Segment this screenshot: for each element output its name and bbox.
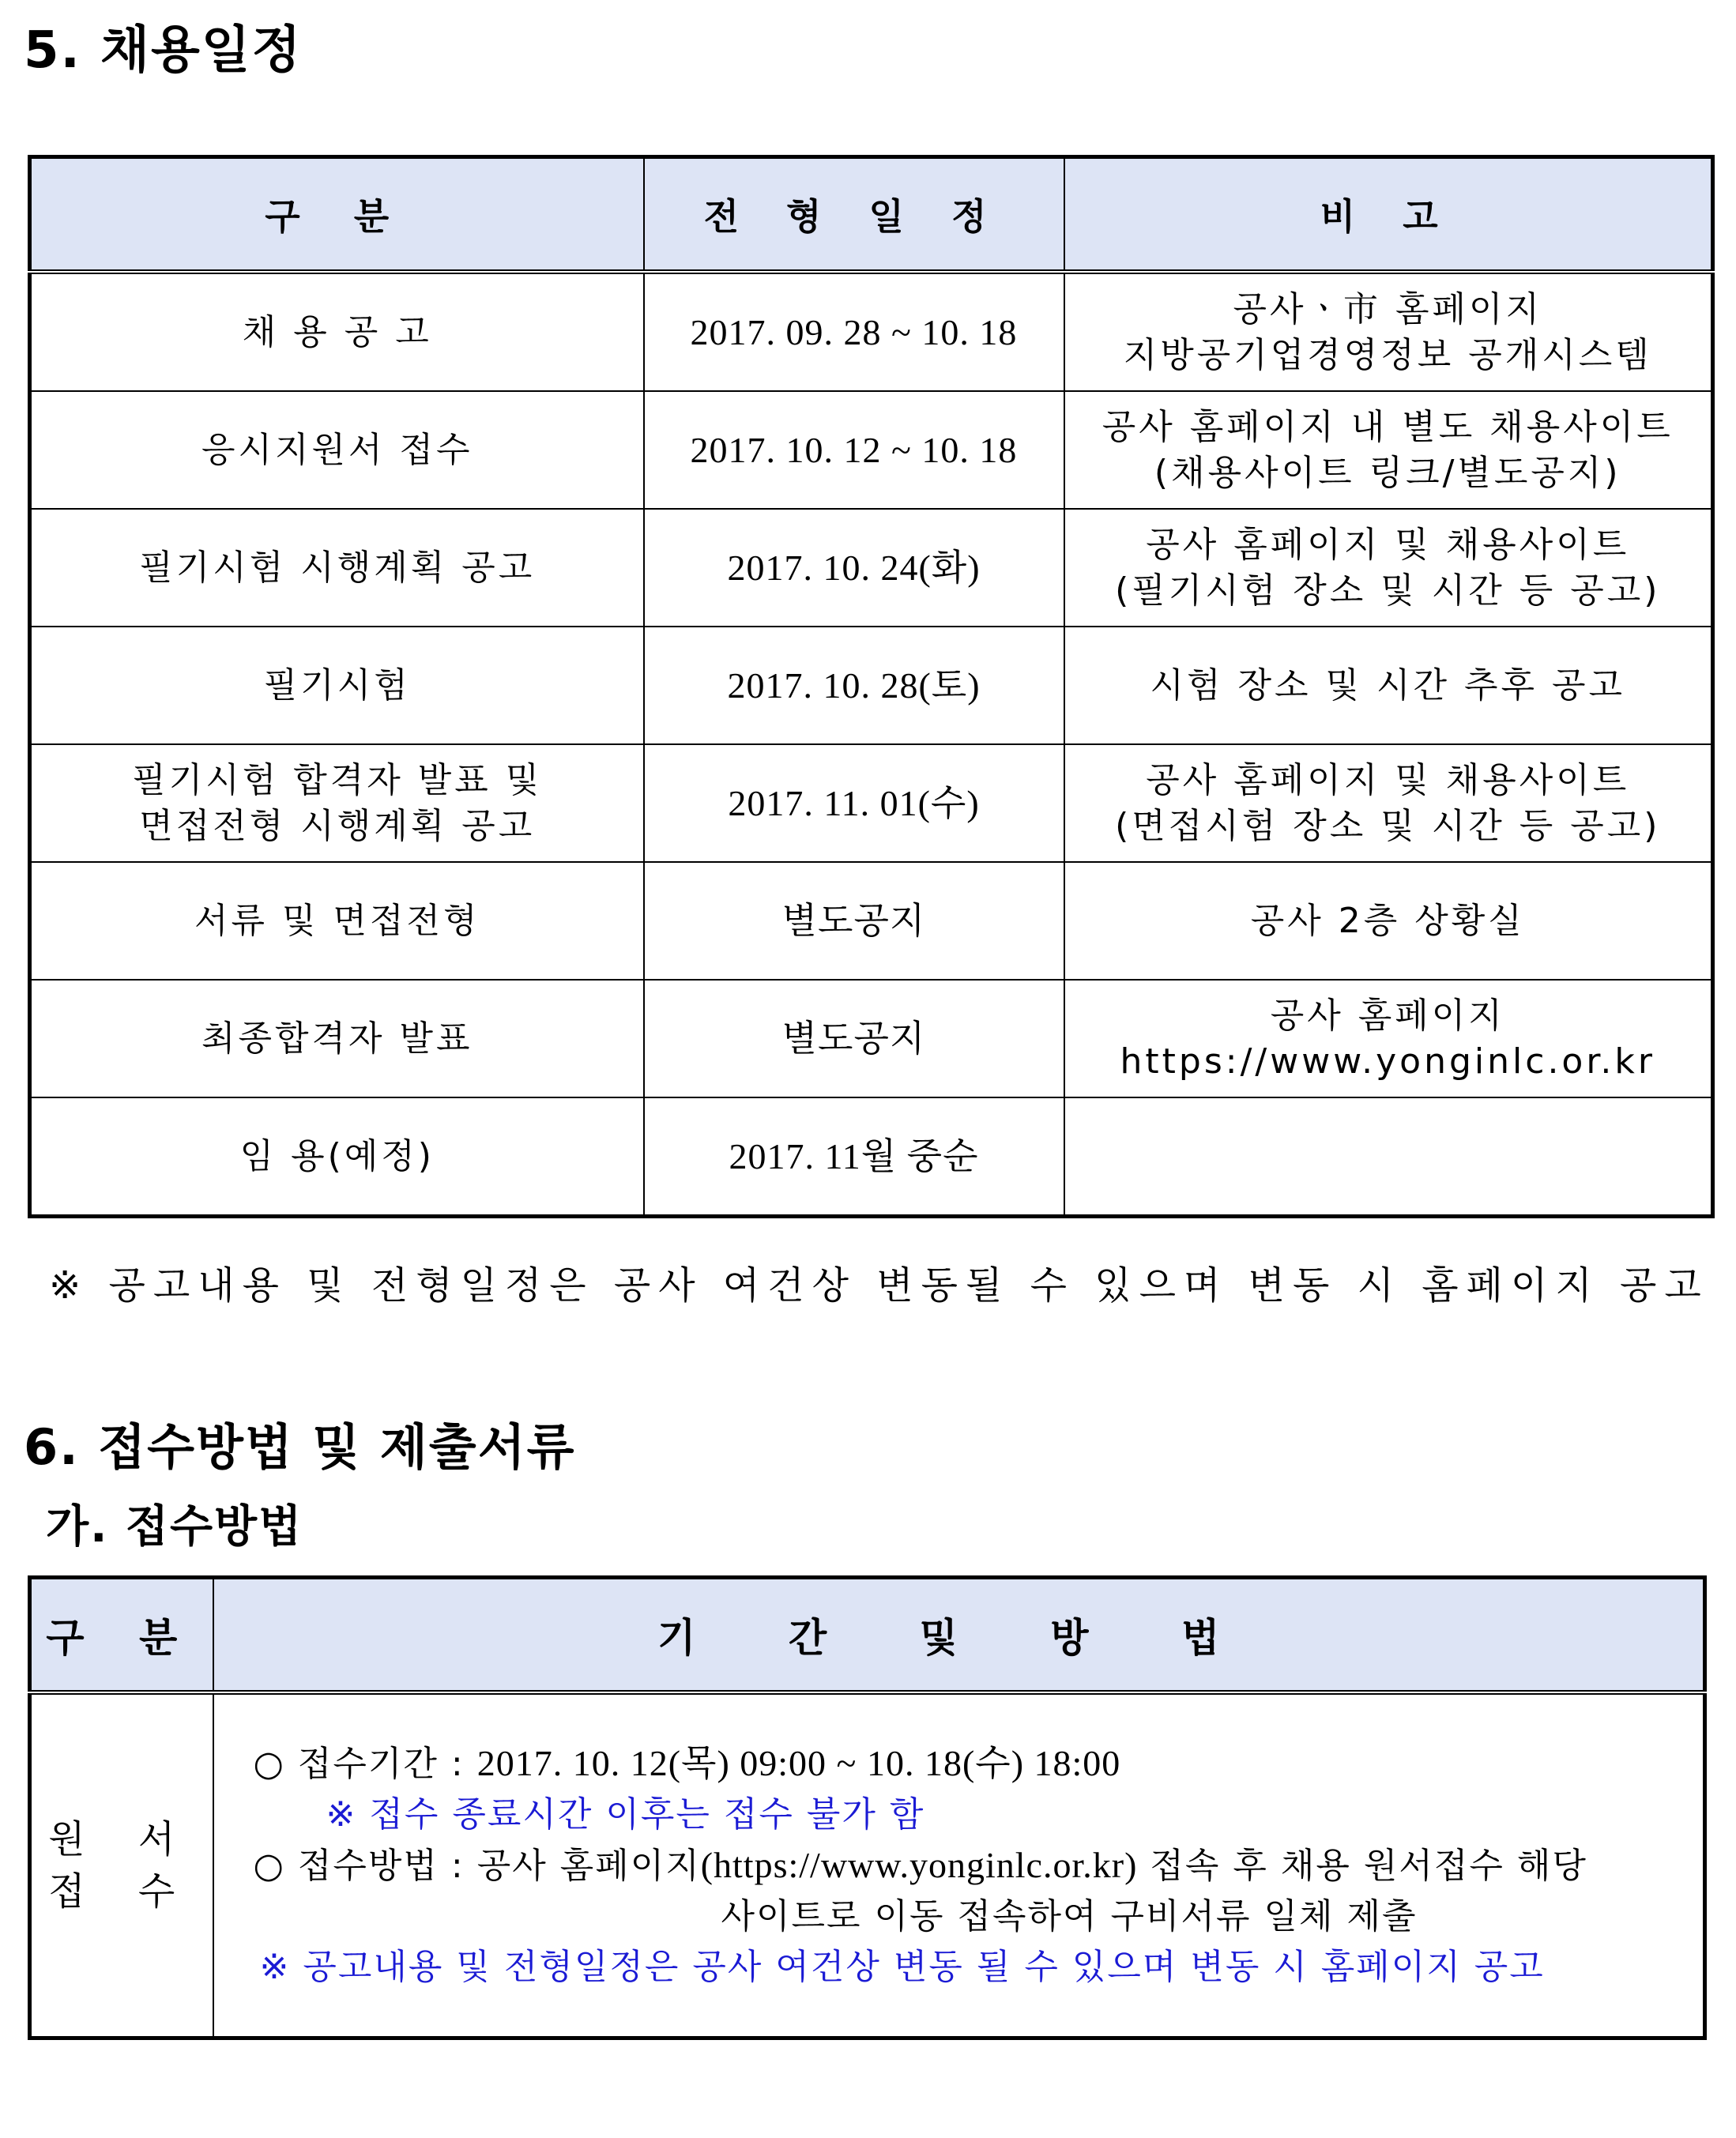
schedule-date-cell xyxy=(644,627,1064,744)
schedule-note-line: 지방공기업경영정보 공개시스템 xyxy=(1123,334,1652,375)
schedule-category-cell xyxy=(30,627,644,744)
schedule-note-cell xyxy=(1064,272,1713,391)
period-value: 2017. 10. 12(목) 09:00 ~ 10. 18(수) 18:00 xyxy=(476,1743,1121,1783)
section-5-title: 5. 채용일정 xyxy=(24,21,303,80)
period-note: ※ 접수 종료시간 이후는 접수 불가 함 xyxy=(326,1794,925,1835)
schedule-category-cell xyxy=(30,980,644,1097)
schedule-header-row xyxy=(30,157,1713,273)
schedule-date-cell xyxy=(644,391,1064,509)
schedule-note-cell xyxy=(1064,627,1713,744)
schedule-date-line: 2017. 10. 12 ~ 10. 18 xyxy=(690,429,1018,470)
schedule-row xyxy=(30,744,1713,862)
header-note: 비 고 xyxy=(1064,157,1713,273)
schedule-date-line: 2017. 11. 01(수) xyxy=(728,782,980,823)
row-label-line: 접 수 xyxy=(48,1869,196,1914)
schedule-note-line: (채용사이트 링크/별도공지) xyxy=(1154,452,1621,493)
schedule-date-line: 별도공지 xyxy=(781,900,926,941)
schedule-date-line: 2017. 10. 24(화) xyxy=(727,547,981,588)
schedule-date-line: 2017. 10. 28(토) xyxy=(727,664,981,706)
schedule-category-line: 필기시험 시행계획 공고 xyxy=(139,547,536,588)
schedule-footnote: ※ 공고내용 및 전형일정은 공사 여건상 변동될 수 있으며 변동 시 홈페이지 공고 xyxy=(49,1263,1709,1308)
schedule-date-cell xyxy=(644,272,1064,391)
schedule-date-cell xyxy=(644,509,1064,627)
method-rest: 접속 후 채용 원서접수 해당 xyxy=(1137,1846,1587,1886)
schedule-note-line: 공사 홈페이지 및 채용사이트 xyxy=(1146,759,1630,800)
schedule-category-cell xyxy=(30,1097,644,1217)
schedule-note-cell xyxy=(1064,980,1713,1097)
schedule-table xyxy=(28,155,1715,1218)
schedule-note-line: (필기시험 장소 및 시간 등 공고) xyxy=(1115,570,1661,611)
header-date: 전 형 일 정 xyxy=(644,157,1064,273)
schedule-date-cell xyxy=(644,744,1064,862)
submission-table xyxy=(28,1575,1707,2040)
submission-details xyxy=(213,1692,1705,2038)
schedule-note-cell xyxy=(1064,1097,1713,1217)
method-continuation: 사이트로 이동 접속하여 구비서류 일체 제출 xyxy=(721,1896,1418,1937)
submission-header-method: 기 간 및 방 법 xyxy=(213,1578,1705,1693)
schedule-row xyxy=(30,1097,1713,1217)
header-category: 구 분 xyxy=(30,157,644,273)
section-6-subtitle: 가. 접수방법 xyxy=(46,1501,303,1553)
schedule-date-line: 2017. 11월 중순 xyxy=(729,1135,979,1176)
schedule-note-line: 공사ㆍ市 홈페이지 xyxy=(1233,288,1542,329)
schedule-note-line: 시험 장소 및 시간 추후 공고 xyxy=(1150,664,1625,706)
schedule-row xyxy=(30,862,1713,980)
schedule-note-cell xyxy=(1064,509,1713,627)
period-line xyxy=(254,1738,1704,1790)
schedule-category-cell xyxy=(30,744,644,862)
schedule-category-line: 서류 및 면접전형 xyxy=(194,900,480,941)
method-line xyxy=(254,1840,1704,1891)
schedule-category-line: 필기시험 합격자 발표 및 xyxy=(132,759,543,800)
schedule-date-cell xyxy=(644,1097,1064,1217)
submission-header-category: 구 분 xyxy=(30,1578,213,1693)
schedule-note-line: 공사 홈페이지 내 별도 채용사이트 xyxy=(1101,406,1674,447)
schedule-category-cell xyxy=(30,509,644,627)
schedule-category-line: 필기시험 xyxy=(263,664,411,706)
schedule-date-cell xyxy=(644,862,1064,980)
schedule-note-cell xyxy=(1064,862,1713,980)
schedule-category-line: 최종합격자 발표 xyxy=(201,1018,473,1059)
schedule-category-cell xyxy=(30,862,644,980)
schedule-row xyxy=(30,627,1713,744)
method-label: ○ 접수방법 : 공사 홈페이지 xyxy=(253,1846,701,1886)
notice-line: ※ 공고내용 및 전형일정은 공사 여건상 변동 될 수 있으며 변동 시 홈페이지 공고 xyxy=(259,1947,1545,1987)
schedule-date-line: 별도공지 xyxy=(781,1018,926,1059)
schedule-row xyxy=(30,272,1713,391)
schedule-note-line: https://www.yonginlc.or.kr xyxy=(1120,1041,1655,1082)
schedule-row xyxy=(30,509,1713,627)
schedule-category-line: 채 용 공 고 xyxy=(242,311,432,352)
section-6-title: 6. 접수방법 및 제출서류 xyxy=(24,1418,576,1476)
schedule-category-line: 면접전형 시행계획 공고 xyxy=(139,805,536,846)
submission-row xyxy=(30,1692,1705,2038)
schedule-note-line: 공사 2층 상황실 xyxy=(1250,900,1525,941)
schedule-note-cell xyxy=(1064,744,1713,862)
submission-header-row xyxy=(30,1578,1705,1693)
schedule-note-cell xyxy=(1064,391,1713,509)
submission-row-label xyxy=(30,1692,213,2038)
schedule-note-line: 공사 홈페이지 및 채용사이트 xyxy=(1146,524,1630,565)
period-label: ○ 접수기간 : xyxy=(253,1744,477,1784)
schedule-date-line: 2017. 09. 28 ~ 10. 18 xyxy=(690,311,1018,352)
schedule-note-line: 공사 홈페이지 xyxy=(1270,995,1505,1036)
method-url[interactable]: (https://www.yonginlc.or.kr) xyxy=(700,1845,1138,1885)
schedule-category-line: 응시지원서 접수 xyxy=(201,429,473,470)
schedule-category-cell xyxy=(30,272,644,391)
row-label-line: 원 서 xyxy=(48,1817,196,1861)
schedule-row xyxy=(30,391,1713,509)
schedule-date-cell xyxy=(644,980,1064,1097)
schedule-note-line: (면접시험 장소 및 시간 등 공고) xyxy=(1115,805,1661,846)
schedule-category-line: 임 용(예정) xyxy=(239,1135,435,1176)
schedule-row xyxy=(30,980,1713,1097)
schedule-category-cell xyxy=(30,391,644,509)
